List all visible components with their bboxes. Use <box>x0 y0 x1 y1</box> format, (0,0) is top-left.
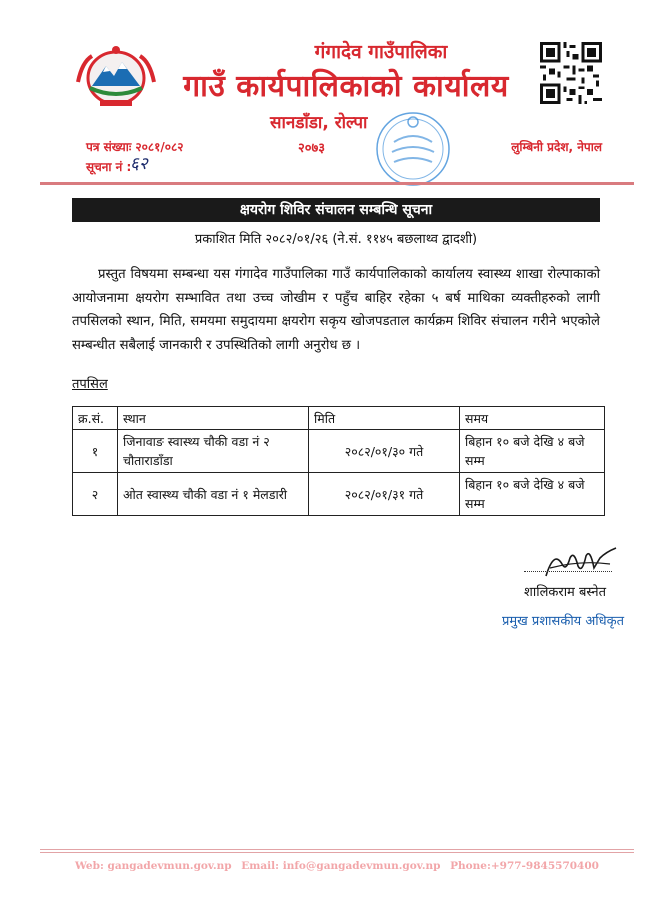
header-date: मिति <box>309 407 460 430</box>
signature-line <box>524 571 612 572</box>
row-date: २०८२/०१/३० गते <box>309 430 460 473</box>
row-time: बिहान १० बजे देखि ४ बजे सम्म <box>460 430 605 473</box>
row-sn: १ <box>73 430 118 473</box>
schedule-table <box>72 406 605 516</box>
office-name: गाउँ कार्यपालिकाको कार्यालय <box>183 69 509 104</box>
footer-divider <box>40 849 634 850</box>
row-sn: २ <box>73 473 118 516</box>
signatory-name: शालिकराम बस्नेत <box>524 585 606 600</box>
tapasil-heading: तपसिल <box>72 377 108 392</box>
footer-phone-label: Phone: <box>450 860 491 872</box>
footer-email-label: Email: <box>241 860 280 872</box>
row-time: बिहान १० बजे देखि ४ बजे सम्म <box>460 473 605 516</box>
established-year: २०७३ <box>298 141 326 156</box>
footer-web-label: Web: <box>75 860 104 872</box>
notice-title: क्षयरोग शिविर संचालन सम्बन्धि सूचना <box>72 198 600 222</box>
header-sn: क्र.सं. <box>73 407 118 430</box>
notice-number-label: सूचना नं : <box>86 160 132 174</box>
office-address: सानडाँडा, रोल्पा <box>270 113 368 133</box>
official-stamp-seal <box>372 108 454 190</box>
notice-body: प्रस्तुत विषयमा सम्बन्धा यस गंगादेव गाउँपालिका गाउँ कार्यपालिकाको कार्यालय स्वास्थ्य शाखा रोल्पाकाको आयोजनामा क्षयरोग सम्भावित तथा उच्च जोखीम र पहुँच बाहिर रहेका ५ बर्ष माथिका व्यक्तीहरुको लागी तपसिलको स्थान, मिति, समयमा समुदायमा क्षयरोग सकृय खोजपडताल कार्यक्रम शिविर संचालन गरीने भएकोले सम्बन्धीत सबैलाई जानकारी र उपस्थितिको लागी अनुरोध छ । <box>72 267 600 353</box>
footer-email-link[interactable]: info@gangadevmun.gov.np <box>282 860 441 872</box>
footer-phone: +977-9845570400 <box>490 860 599 872</box>
header-divider <box>40 182 634 185</box>
header-location: स्थान <box>118 407 309 430</box>
published-date: प्रकाशित मिति २०८२/०१/२६ (ने.सं. ११४५ बछलाथ्व द्वादशी) <box>194 232 478 247</box>
footer-divider <box>40 852 634 853</box>
header-time: समय <box>460 407 605 430</box>
footer-web-link[interactable]: gangadevmun.gov.np <box>107 860 232 872</box>
row-date: २०८२/०१/३१ गते <box>309 473 460 516</box>
signatory-title: प्रमुख प्रशासकीय अधिकृत <box>502 614 625 629</box>
municipality-name: गंगादेव गाउँपालिका <box>314 41 448 63</box>
province-label: लुम्बिनी प्रदेश, नेपाल <box>511 140 602 154</box>
handwritten-signature <box>540 546 620 582</box>
table-row <box>73 430 605 473</box>
nepal-emblem-logo <box>70 42 162 110</box>
row-location: जिनावाङ स्वास्थ्य चौकी वडा नं २ चौताराडाँडा <box>118 430 309 473</box>
footer-contact <box>40 860 634 872</box>
table-row <box>73 473 605 516</box>
letter-reference-number: पत्र संख्याः २०८१/०८२ <box>86 140 184 154</box>
notice-number-value: ६२ <box>130 154 148 174</box>
table-header-row <box>73 407 605 430</box>
row-location: ओत स्वास्थ्य चौकी वडा नं १ मेलडारी <box>118 473 309 516</box>
